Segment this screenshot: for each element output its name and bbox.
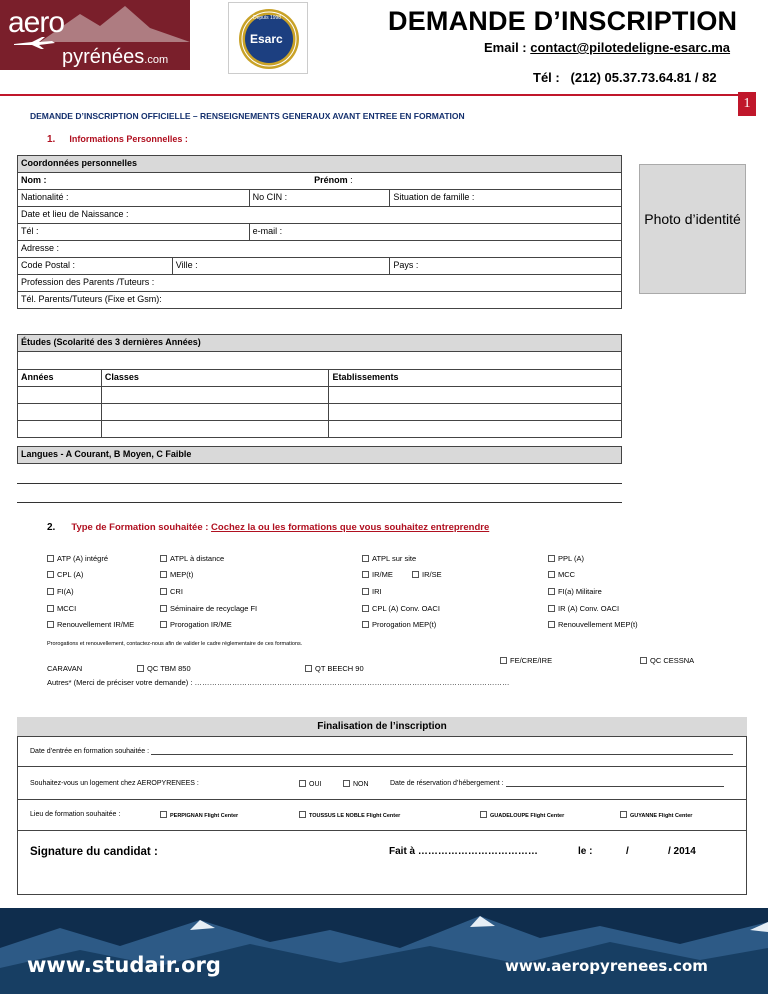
checkbox[interactable] [299, 780, 306, 787]
table-cell[interactable] [101, 387, 329, 404]
date-reservation-input[interactable] [506, 780, 724, 787]
table-cell[interactable] [329, 404, 622, 421]
option-label: ATPL à distance [170, 554, 225, 563]
logo-aero-text: aero [8, 6, 65, 39]
esarc-seal-logo [228, 2, 308, 74]
option-atp[interactable] [47, 554, 108, 563]
option-label: Renouvellement MEP(t) [558, 620, 638, 629]
checkbox[interactable] [160, 811, 167, 818]
checkbox[interactable] [305, 665, 312, 672]
option-fe-cre-ire[interactable] [500, 656, 552, 665]
checkbox[interactable] [47, 605, 54, 612]
option-label: CPL (A) [57, 570, 84, 579]
checkbox[interactable] [362, 621, 369, 628]
option-label: FE/CRE/IRE [510, 656, 553, 665]
option-cpl[interactable] [47, 570, 83, 579]
option-fi-militaire[interactable] [548, 587, 602, 596]
option-label: CPL (A) Conv. OACI [372, 604, 440, 613]
option-label: NON [353, 781, 369, 788]
checkbox[interactable] [47, 571, 54, 578]
lieu-label: Lieu de formation souhaitée : [30, 811, 121, 818]
email-label: Email : [484, 40, 531, 55]
logo-com: .com [144, 54, 169, 66]
checkbox[interactable] [47, 555, 54, 562]
checkbox[interactable] [160, 605, 167, 612]
table-cell[interactable] [329, 421, 622, 438]
option-label: PPL (A) [558, 554, 584, 563]
checkbox[interactable] [47, 621, 54, 628]
option-label: Renouvellement IR/ME [57, 620, 135, 629]
footer-banner [0, 908, 768, 994]
section-1-number: 1. [47, 134, 56, 145]
option-ir-me[interactable] [362, 570, 393, 579]
fait-a-field[interactable]: Fait à ……………………………… [389, 846, 538, 857]
pays-field[interactable]: Pays : [390, 258, 622, 275]
option-seminaire[interactable] [160, 604, 257, 613]
checkbox[interactable] [620, 811, 627, 818]
option-label: MCCI [57, 604, 77, 613]
email-line [484, 40, 730, 55]
checkbox[interactable] [137, 665, 144, 672]
airplane-icon [12, 36, 56, 50]
nom-field[interactable]: Nom : [18, 173, 250, 190]
col-annees: Années [18, 370, 102, 387]
prenom-label: Prénom [314, 175, 348, 185]
option-guadeloupe[interactable] [480, 811, 564, 819]
row-divider [17, 830, 747, 831]
option-label: MCC [558, 570, 576, 579]
option-mcc[interactable] [548, 570, 575, 579]
option-label: QT BEECH 90 [315, 664, 364, 673]
checkbox[interactable] [47, 588, 54, 595]
option-label: FI(A) [57, 587, 74, 596]
option-label: GUYANNE Flight Center [630, 813, 693, 819]
option-mep[interactable] [160, 570, 193, 579]
option-cri[interactable] [160, 587, 183, 596]
option-toussus[interactable] [299, 811, 400, 819]
option-label: PERPIGNAN Flight Center [170, 813, 239, 819]
option-oui[interactable] [299, 780, 321, 788]
option-label: ATP (A) intégré [57, 554, 108, 563]
checkbox[interactable] [362, 555, 369, 562]
option-label: Prorogation MEP(t) [372, 620, 437, 629]
naissance-field[interactable]: Date et lieu de Naissance : [18, 207, 622, 224]
coord-header: Coordonnées personnelles [18, 156, 622, 173]
option-iri[interactable] [362, 587, 382, 596]
checkbox[interactable] [548, 571, 555, 578]
prenom-colon: : [347, 175, 353, 185]
checkbox[interactable] [548, 605, 555, 612]
option-label: Séminaire de recyclage FI [170, 604, 258, 613]
ville-field[interactable]: Ville : [172, 258, 390, 275]
option-label: GUADELOUPE Flight Center [490, 813, 565, 819]
table-cell[interactable] [18, 421, 102, 438]
page-number-tab: 1 [738, 92, 756, 116]
option-label: OUI [309, 781, 322, 788]
email-link[interactable]: contact@pilotedeligne-esarc.ma [530, 40, 731, 55]
option-label: CRI [170, 587, 183, 596]
aeropyrenees-link[interactable]: www.aeropyrenees.com [505, 957, 708, 975]
languages-table [17, 446, 622, 464]
section-2-title [47, 522, 489, 533]
row-divider [17, 766, 747, 767]
document-title: DEMANDE D’INSCRIPTION [388, 6, 738, 36]
checkbox[interactable] [362, 571, 369, 578]
checkbox[interactable] [362, 588, 369, 595]
tel-field[interactable]: Tél : [18, 224, 250, 241]
table-cell[interactable] [101, 421, 329, 438]
seal-text: Esarc [250, 32, 283, 46]
situation-field[interactable]: Situation de famille : [390, 190, 622, 207]
table-cell[interactable] [18, 387, 102, 404]
tel-parents-field[interactable]: Tél. Parents/Tuteurs (Fixe et Gsm): [18, 292, 622, 309]
autres-field[interactable]: Autres* (Merci de préciser votre demande) : ……………………………………………………………………………………………………………… [47, 678, 510, 687]
option-label: QC CESSNA [650, 656, 695, 665]
option-cpl-oaci[interactable] [362, 604, 440, 613]
date-entree-label: Date d’entrée en formation souhaitée : [30, 748, 152, 755]
personal-info-table [17, 155, 622, 309]
option-label: IR (A) Conv. OACI [558, 604, 620, 613]
adresse-field[interactable]: Adresse : [18, 241, 622, 258]
option-non[interactable] [343, 780, 369, 788]
nationalite-field[interactable]: Nationalité : [18, 190, 250, 207]
option-label: IR/SE [422, 570, 442, 579]
signature-label: Signature du candidat : [30, 846, 158, 858]
option-label: IR/ME [372, 570, 393, 579]
option-fi-a[interactable] [47, 587, 74, 596]
checkbox[interactable] [548, 555, 555, 562]
email-field[interactable]: e-mail : [249, 224, 621, 241]
option-qc-cessna[interactable] [640, 656, 694, 665]
option-mcci[interactable] [47, 604, 76, 613]
option-prorog-mep[interactable] [362, 620, 436, 629]
option-renouv-mep[interactable] [548, 620, 638, 629]
profession-field[interactable]: Profession des Parents /Tuteurs : [18, 275, 622, 292]
checkbox[interactable] [640, 657, 647, 664]
checkbox[interactable] [548, 621, 555, 628]
photo-placeholder[interactable]: Photo d’identité [639, 164, 746, 294]
aeropyrenees-logo [0, 0, 190, 70]
checkbox[interactable] [362, 605, 369, 612]
date-year: / 2014 [668, 846, 696, 857]
section-2-number: 2. [47, 522, 56, 533]
option-qc-tbm[interactable] [137, 664, 191, 673]
logo-pyrenees-text [62, 46, 168, 69]
option-label: ATPL sur site [372, 554, 417, 563]
option-ir-oaci[interactable] [548, 604, 619, 613]
option-label: Prorogation IR/ME [170, 620, 232, 629]
date-entree-row [30, 748, 733, 755]
phone-line: Tél : (212) 05.37.73.64.81 / 82 [533, 70, 717, 85]
option-atpl-distance[interactable] [160, 554, 224, 563]
prenom-field[interactable] [249, 173, 621, 190]
mountain-landscape-icon [0, 908, 768, 994]
checkbox[interactable] [160, 588, 167, 595]
checkbox[interactable] [343, 780, 350, 787]
option-qt-beech[interactable] [305, 664, 364, 673]
table-cell[interactable] [101, 404, 329, 421]
section-2-label: Type de Formation souhaitée : [71, 522, 212, 533]
row-divider [17, 799, 747, 800]
option-ppl[interactable] [548, 554, 584, 563]
col-etablissements: Etablissements [329, 370, 622, 387]
option-prorog-ir[interactable] [160, 620, 232, 629]
section-1-title [47, 134, 188, 145]
logo-pyrenees-word: pyrénées [62, 46, 145, 68]
date-reservation-label: Date de réservation d’hébergement : [390, 780, 506, 787]
finalisation-box [17, 717, 747, 895]
section-2-instruction: Cochez la ou les formations que vous souhaitez entreprendre [211, 522, 490, 533]
table-cell[interactable] [329, 387, 622, 404]
option-label: FI(a) Militaire [558, 587, 602, 596]
finalisation-header: Finalisation de l’inscription [17, 717, 747, 737]
date-le-label: le : [578, 846, 593, 857]
checkbox[interactable] [160, 555, 167, 562]
prorogation-note: Prorogations et renouvellement, contactez-nous afin de valider le cadre réglementaire de ces formations. [47, 641, 303, 647]
date-entree-input[interactable] [151, 748, 733, 755]
option-renouv-ir[interactable] [47, 620, 134, 629]
header-divider [0, 94, 750, 96]
languages-header: Langues - A Courant, B Moyen, C Faible [18, 447, 622, 464]
main-heading: DEMANDE D’INSCRIPTION OFFICIELLE – RENSEIGNEMENTS GENERAUX AVANT ENTREE EN FORMATION [30, 111, 465, 121]
checkbox[interactable] [160, 621, 167, 628]
option-label: QC TBM 850 [147, 664, 191, 673]
checkbox[interactable] [480, 811, 487, 818]
checkbox[interactable] [500, 657, 507, 664]
code-postal-field[interactable]: Code Postal : [18, 258, 173, 275]
option-ir-se[interactable] [412, 570, 442, 579]
studies-header: Études (Scolarité des 3 dernières Années) [18, 335, 622, 352]
option-perpignan[interactable] [160, 811, 238, 819]
option-label: IRI [372, 587, 382, 596]
date-reservation-row [390, 780, 724, 787]
option-label: TOUSSUS LE NOBLE Flight Center [309, 813, 401, 819]
option-label: MEP(t) [170, 570, 194, 579]
studies-spacer [18, 352, 622, 370]
checkbox[interactable] [160, 571, 167, 578]
col-classes: Classes [101, 370, 329, 387]
cin-field[interactable]: No CIN : [249, 190, 390, 207]
table-cell[interactable] [18, 404, 102, 421]
checkbox[interactable] [548, 588, 555, 595]
option-caravan: CARAVAN [47, 664, 83, 673]
date-slash: / [626, 846, 629, 857]
seal-top-text: Depuis 1998 [253, 15, 282, 21]
checkbox[interactable] [299, 811, 306, 818]
option-guyanne[interactable] [620, 811, 692, 819]
language-line-1[interactable] [17, 483, 622, 484]
section-1-label: Informations Personnelles : [69, 134, 188, 144]
language-line-2[interactable] [17, 502, 622, 503]
logement-label: Souhaitez-vous un logement chez AEROPYRENEES : [30, 780, 199, 787]
option-atpl-site[interactable] [362, 554, 416, 563]
checkbox[interactable] [412, 571, 419, 578]
studies-table [17, 334, 622, 438]
studair-link[interactable]: www.studair.org [27, 953, 221, 977]
